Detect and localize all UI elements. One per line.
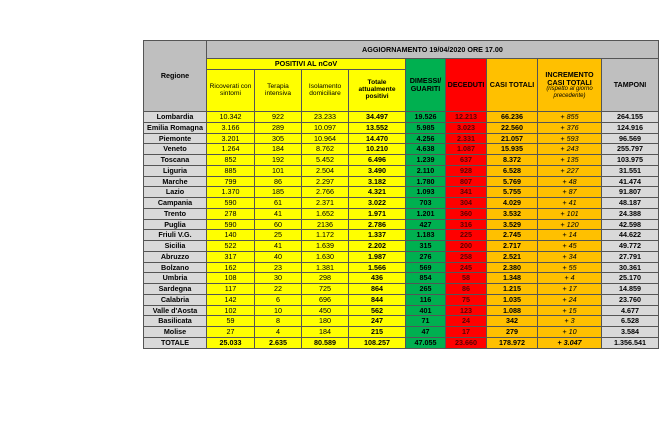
cell-casi-totali: 5.769: [487, 176, 538, 187]
cell-regione: Abruzzo: [144, 251, 207, 262]
cell-terapia: 4: [255, 327, 302, 338]
cell-dimessi: 1.780: [406, 176, 446, 187]
cell-regione: Umbria: [144, 273, 207, 284]
cell-ricoverati: 1.370: [207, 187, 255, 198]
cell-isolamento: 1.630: [302, 251, 349, 262]
cell-casi-totali: 3.529: [487, 219, 538, 230]
cell-dimessi: 47.055: [406, 337, 446, 348]
cell-ricoverati: 522: [207, 241, 255, 252]
header-terapia: Terapia intensiva: [255, 70, 302, 112]
cell-deceduti: 360: [446, 208, 487, 219]
cell-dimessi: 71: [406, 316, 446, 327]
cell-dimessi: 315: [406, 241, 446, 252]
cell-terapia: 40: [255, 251, 302, 262]
header-deceduti: DECEDUTI: [446, 59, 487, 112]
cell-casi-totali: 1.215: [487, 284, 538, 295]
cell-ricoverati: 102: [207, 305, 255, 316]
cell-tamponi: 23.760: [602, 294, 659, 305]
table-row: [144, 122, 659, 133]
cell-ricoverati: 799: [207, 176, 255, 187]
cell-casi-totali: 2.380: [487, 262, 538, 273]
cell-deceduti: 23.660: [446, 337, 487, 348]
page-title: AGGIORNAMENTO 19/04/2020 ORE 17.00: [207, 41, 659, 59]
cell-incremento: + 243: [538, 144, 602, 155]
cell-dimessi: 2.110: [406, 165, 446, 176]
cell-totale-positivi: 1.566: [349, 262, 406, 273]
cell-deceduti: 304: [446, 198, 487, 209]
cell-ricoverati: 590: [207, 198, 255, 209]
cell-casi-totali: 2.717: [487, 241, 538, 252]
cell-dimessi: 1.093: [406, 187, 446, 198]
cell-isolamento: 180: [302, 316, 349, 327]
table-row: [144, 208, 659, 219]
cell-ricoverati: 1.264: [207, 144, 255, 155]
header-incremento-note: (rispetto al giorno precedente): [546, 86, 593, 99]
cell-ricoverati: 3.166: [207, 122, 255, 133]
cell-casi-totali: 1.088: [487, 305, 538, 316]
cell-incremento: + 17: [538, 284, 602, 295]
cell-deceduti: 12.213: [446, 112, 487, 123]
cell-regione: Calabria: [144, 294, 207, 305]
cell-totale-positivi: 1.971: [349, 208, 406, 219]
cell-isolamento: 1.639: [302, 241, 349, 252]
table-row: [144, 262, 659, 273]
cell-ricoverati: 59: [207, 316, 255, 327]
table-row: [144, 155, 659, 166]
cell-isolamento: 23.233: [302, 112, 349, 123]
cell-totale-positivi: 1.337: [349, 230, 406, 241]
cell-terapia: 922: [255, 112, 302, 123]
cell-totale-positivi: 1.987: [349, 251, 406, 262]
cell-totale-positivi: 215: [349, 327, 406, 338]
cell-terapia: 6: [255, 294, 302, 305]
cell-casi-totali: 3.532: [487, 208, 538, 219]
table-row: [144, 316, 659, 327]
cell-regione: Campania: [144, 198, 207, 209]
cell-deceduti: 258: [446, 251, 487, 262]
cell-incremento: + 855: [538, 112, 602, 123]
table-row: [144, 251, 659, 262]
cell-terapia: 30: [255, 273, 302, 284]
cell-tamponi: 3.584: [602, 327, 659, 338]
cell-tamponi: 30.361: [602, 262, 659, 273]
cell-regione: Marche: [144, 176, 207, 187]
cell-deceduti: 75: [446, 294, 487, 305]
header-isolamento: Isolamento domiciliare: [302, 70, 349, 112]
cell-incremento: + 41: [538, 198, 602, 209]
table-row: [144, 133, 659, 144]
cell-isolamento: 1.172: [302, 230, 349, 241]
cell-totale-positivi: 2.786: [349, 219, 406, 230]
cell-incremento: + 3.047: [538, 337, 602, 348]
cell-dimessi: 4.256: [406, 133, 446, 144]
cell-casi-totali: 2.521: [487, 251, 538, 262]
cell-terapia: 23: [255, 262, 302, 273]
cell-dimessi: 1.183: [406, 230, 446, 241]
cell-totale-positivi: 34.497: [349, 112, 406, 123]
cell-deceduti: 58: [446, 273, 487, 284]
cell-casi-totali: 22.560: [487, 122, 538, 133]
cell-incremento: + 101: [538, 208, 602, 219]
cell-isolamento: 2.371: [302, 198, 349, 209]
cell-isolamento: 696: [302, 294, 349, 305]
cell-totale-positivi: 844: [349, 294, 406, 305]
cell-tamponi: 31.551: [602, 165, 659, 176]
cell-incremento: + 15: [538, 305, 602, 316]
cell-tamponi: 49.772: [602, 241, 659, 252]
cell-deceduti: 637: [446, 155, 487, 166]
cell-dimessi: 19.526: [406, 112, 446, 123]
cell-tamponi: 255.797: [602, 144, 659, 155]
cell-regione: Trento: [144, 208, 207, 219]
cell-totale-positivi: 4.321: [349, 187, 406, 198]
table-row: [144, 284, 659, 295]
cell-isolamento: 298: [302, 273, 349, 284]
cell-ricoverati: 278: [207, 208, 255, 219]
cell-deceduti: 86: [446, 284, 487, 295]
cell-regione: Basilicata: [144, 316, 207, 327]
cell-totale-positivi: 13.552: [349, 122, 406, 133]
cell-regione: Toscana: [144, 155, 207, 166]
table-row: [144, 176, 659, 187]
cell-casi-totali: 178.972: [487, 337, 538, 348]
cell-terapia: 22: [255, 284, 302, 295]
cell-regione: Lombardia: [144, 112, 207, 123]
cell-isolamento: 1.652: [302, 208, 349, 219]
cell-dimessi: 569: [406, 262, 446, 273]
cell-deceduti: 1.087: [446, 144, 487, 155]
cell-tamponi: 264.155: [602, 112, 659, 123]
cell-ricoverati: 590: [207, 219, 255, 230]
cell-incremento: + 120: [538, 219, 602, 230]
cell-incremento: + 24: [538, 294, 602, 305]
cell-terapia: 10: [255, 305, 302, 316]
table-row: [144, 144, 659, 155]
cell-incremento: + 135: [538, 155, 602, 166]
cell-tamponi: 25.170: [602, 273, 659, 284]
cell-tamponi: 1.356.541: [602, 337, 659, 348]
cell-ricoverati: 140: [207, 230, 255, 241]
cell-casi-totali: 15.935: [487, 144, 538, 155]
cell-incremento: + 376: [538, 122, 602, 133]
cell-casi-totali: 5.755: [487, 187, 538, 198]
table-row: [144, 165, 659, 176]
cell-ricoverati: 852: [207, 155, 255, 166]
cell-casi-totali: 4.029: [487, 198, 538, 209]
cell-regione: Valle d'Aosta: [144, 305, 207, 316]
table-row: [144, 187, 659, 198]
table-row: [144, 219, 659, 230]
cell-deceduti: 2.331: [446, 133, 487, 144]
cell-casi-totali: 1.035: [487, 294, 538, 305]
cell-regione: Sardegna: [144, 284, 207, 295]
cell-casi-totali: 2.745: [487, 230, 538, 241]
cell-dimessi: 1.201: [406, 208, 446, 219]
cell-totale-positivi: 3.490: [349, 165, 406, 176]
cell-ricoverati: 3.201: [207, 133, 255, 144]
cell-isolamento: 450: [302, 305, 349, 316]
cell-incremento: + 593: [538, 133, 602, 144]
cell-totale-positivi: 436: [349, 273, 406, 284]
cell-ricoverati: 142: [207, 294, 255, 305]
cell-deceduti: 123: [446, 305, 487, 316]
cell-incremento: + 87: [538, 187, 602, 198]
cell-ricoverati: 117: [207, 284, 255, 295]
cell-casi-totali: 8.372: [487, 155, 538, 166]
cell-ricoverati: 162: [207, 262, 255, 273]
cell-terapia: 289: [255, 122, 302, 133]
table-row: [144, 273, 659, 284]
cell-incremento: + 14: [538, 230, 602, 241]
cell-deceduti: 200: [446, 241, 487, 252]
cell-incremento: + 4: [538, 273, 602, 284]
cell-regione: Lazio: [144, 187, 207, 198]
cell-dimessi: 1.239: [406, 155, 446, 166]
cell-terapia: 101: [255, 165, 302, 176]
cell-regione: Piemonte: [144, 133, 207, 144]
cell-terapia: 25: [255, 230, 302, 241]
table-row: [144, 112, 659, 123]
cell-isolamento: 10.964: [302, 133, 349, 144]
cell-dimessi: 5.985: [406, 122, 446, 133]
cell-incremento: + 34: [538, 251, 602, 262]
cell-regione: Veneto: [144, 144, 207, 155]
cell-tamponi: 103.975: [602, 155, 659, 166]
cell-tamponi: 91.807: [602, 187, 659, 198]
cell-dimessi: 47: [406, 327, 446, 338]
cell-tamponi: 41.474: [602, 176, 659, 187]
cell-terapia: 41: [255, 208, 302, 219]
cell-incremento: + 55: [538, 262, 602, 273]
cell-ricoverati: 27: [207, 327, 255, 338]
cell-terapia: 192: [255, 155, 302, 166]
cell-totale-positivi: 14.470: [349, 133, 406, 144]
cell-dimessi: 116: [406, 294, 446, 305]
cell-totale-positivi: 2.202: [349, 241, 406, 252]
header-casi-totali: CASI TOTALI: [487, 59, 538, 112]
cell-ricoverati: 317: [207, 251, 255, 262]
cell-casi-totali: 1.348: [487, 273, 538, 284]
table-row: [144, 294, 659, 305]
cell-totale-positivi: 562: [349, 305, 406, 316]
header-incremento-label: INCREMENTO CASI TOTALI: [545, 70, 594, 87]
cell-tamponi: 4.677: [602, 305, 659, 316]
cell-casi-totali: 279: [487, 327, 538, 338]
cell-regione: Puglia: [144, 219, 207, 230]
header-totale-positivi: Totale attualmente positivi: [349, 70, 406, 112]
cell-tamponi: 124.916: [602, 122, 659, 133]
cell-terapia: 41: [255, 241, 302, 252]
cell-ricoverati: 10.342: [207, 112, 255, 123]
cell-casi-totali: 342: [487, 316, 538, 327]
cell-deceduti: 316: [446, 219, 487, 230]
header-regione: Regione: [144, 41, 207, 112]
cell-dimessi: 265: [406, 284, 446, 295]
cell-totale-positivi: 247: [349, 316, 406, 327]
cell-deceduti: 807: [446, 176, 487, 187]
cell-incremento: + 10: [538, 327, 602, 338]
cell-casi-totali: 21.057: [487, 133, 538, 144]
cell-tamponi: 44.622: [602, 230, 659, 241]
cell-totale-positivi: 864: [349, 284, 406, 295]
cell-totale-positivi: 10.210: [349, 144, 406, 155]
cell-deceduti: 17: [446, 327, 487, 338]
cell-ricoverati: 885: [207, 165, 255, 176]
cell-terapia: 8: [255, 316, 302, 327]
cell-terapia: 185: [255, 187, 302, 198]
cell-isolamento: 5.452: [302, 155, 349, 166]
cell-totale-positivi: 108.257: [349, 337, 406, 348]
table-row: [144, 327, 659, 338]
table-body: [144, 112, 659, 349]
cell-incremento: + 227: [538, 165, 602, 176]
cell-dimessi: 401: [406, 305, 446, 316]
cell-tamponi: 42.598: [602, 219, 659, 230]
cell-terapia: 60: [255, 219, 302, 230]
cell-tamponi: 24.388: [602, 208, 659, 219]
cell-terapia: 184: [255, 144, 302, 155]
cell-regione: Friuli V.G.: [144, 230, 207, 241]
cell-regione: Sicilia: [144, 241, 207, 252]
table-row: [144, 198, 659, 209]
table-row: [144, 230, 659, 241]
header-tamponi: TAMPONI: [602, 59, 659, 112]
cell-isolamento: 1.381: [302, 262, 349, 273]
cell-casi-totali: 6.528: [487, 165, 538, 176]
cell-ricoverati: 108: [207, 273, 255, 284]
cell-incremento: + 48: [538, 176, 602, 187]
cell-tamponi: 96.569: [602, 133, 659, 144]
cell-isolamento: 10.097: [302, 122, 349, 133]
cell-regione: TOTALE: [144, 337, 207, 348]
cell-dimessi: 854: [406, 273, 446, 284]
cell-dimessi: 427: [406, 219, 446, 230]
cell-dimessi: 276: [406, 251, 446, 262]
cell-incremento: + 45: [538, 241, 602, 252]
header-ricoverati: Ricoverati con sintomi: [207, 70, 255, 112]
cell-isolamento: 8.762: [302, 144, 349, 155]
cell-isolamento: 184: [302, 327, 349, 338]
cell-isolamento: 2.297: [302, 176, 349, 187]
cell-totale-positivi: 3.022: [349, 198, 406, 209]
cell-dimessi: 703: [406, 198, 446, 209]
cell-terapia: 86: [255, 176, 302, 187]
cell-totale-positivi: 3.182: [349, 176, 406, 187]
cell-incremento: + 3: [538, 316, 602, 327]
header-positivi-group: POSITIVI AL nCoV: [207, 59, 406, 70]
cell-totale-positivi: 6.496: [349, 155, 406, 166]
cell-deceduti: 24: [446, 316, 487, 327]
table-row: [144, 241, 659, 252]
cell-regione: Bolzano: [144, 262, 207, 273]
cell-deceduti: 3.023: [446, 122, 487, 133]
cell-regione: Molise: [144, 327, 207, 338]
cell-tamponi: 14.859: [602, 284, 659, 295]
cell-dimessi: 4.638: [406, 144, 446, 155]
cell-tamponi: 48.187: [602, 198, 659, 209]
header-incremento: [538, 59, 602, 112]
cell-deceduti: 928: [446, 165, 487, 176]
cell-isolamento: 80.589: [302, 337, 349, 348]
cell-terapia: 61: [255, 198, 302, 209]
cell-isolamento: 2.504: [302, 165, 349, 176]
header-dimessi: DIMESSI/ GUARITI: [406, 59, 446, 112]
total-row: [144, 337, 659, 348]
cell-regione: Emilia Romagna: [144, 122, 207, 133]
covid-table: [143, 40, 659, 349]
cell-deceduti: 225: [446, 230, 487, 241]
cell-tamponi: 27.791: [602, 251, 659, 262]
cell-isolamento: 2.766: [302, 187, 349, 198]
cell-casi-totali: 66.236: [487, 112, 538, 123]
cell-terapia: 305: [255, 133, 302, 144]
cell-deceduti: 245: [446, 262, 487, 273]
cell-isolamento: 2136: [302, 219, 349, 230]
table-row: [144, 305, 659, 316]
cell-deceduti: 341: [446, 187, 487, 198]
cell-regione: Liguria: [144, 165, 207, 176]
cell-terapia: 2.635: [255, 337, 302, 348]
cell-isolamento: 725: [302, 284, 349, 295]
cell-ricoverati: 25.033: [207, 337, 255, 348]
cell-tamponi: 6.528: [602, 316, 659, 327]
